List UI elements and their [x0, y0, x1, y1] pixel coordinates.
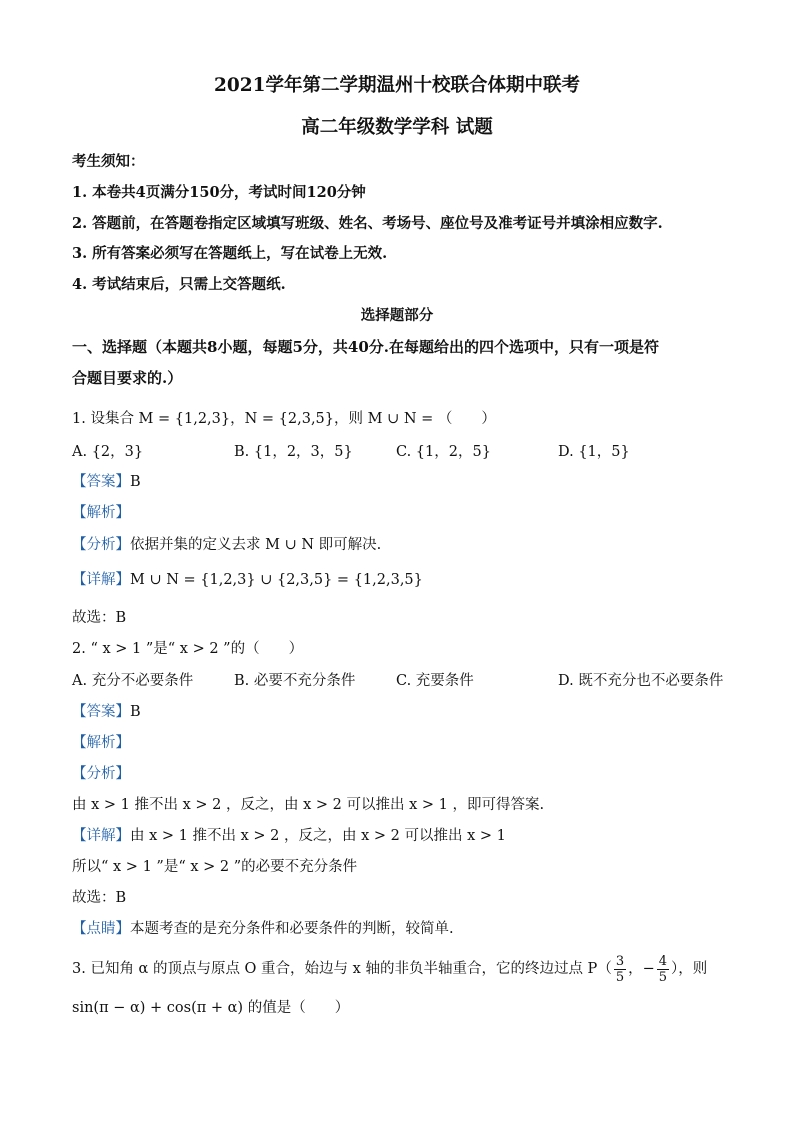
q1-analysis-tag: [72, 503, 734, 523]
q2-fenxi-tag: [72, 764, 734, 784]
q2-conclusion: 所以“ x > 1 ”是“ x > 2 ”的必要不充分条件: [72, 859, 358, 875]
notice-heading: 考生须知：: [72, 153, 145, 170]
q3-stem-sep: ，−: [628, 961, 655, 977]
exam-subtitle: 高二年级数学学科 试题: [301, 117, 493, 138]
section-tag: 【解析】: [72, 735, 130, 751]
q2-option-a: A. 充分不必要条件: [72, 673, 194, 689]
q1-answer: [72, 472, 734, 492]
q3-stem-line2: sin(π − α) + cos(π + α) 的值是（ ）: [72, 1000, 350, 1016]
q2-detail: [72, 826, 734, 846]
q3-fraction-y-den: 5: [658, 969, 668, 985]
exam-title: 2021学年第二学期温州十校联合体期中联考: [214, 75, 580, 96]
q1-option-c: C. {1，2，5}: [396, 444, 491, 460]
section-part-label: 选择题部分: [360, 307, 434, 324]
section-tag: 【答案】: [72, 474, 130, 490]
tag-text: 由 x > 1 推不出 x > 2 ，反之，由 x > 2 可以推出 x > 1: [130, 828, 506, 844]
q2-fenxi-text: 由 x > 1 推不出 x > 2 ，反之，由 x > 2 可以推出 x > 1 ，即可得答案.: [72, 797, 545, 813]
section-tag: 【解析】: [72, 505, 130, 521]
section-tag: 【分析】: [72, 766, 130, 782]
section-tag: 【答案】: [72, 704, 130, 720]
q1-fenxi: [72, 535, 734, 555]
tag-text: B: [130, 474, 141, 490]
q1-choose: 故选：B: [72, 610, 127, 626]
tag-text: 本题考查的是充分条件和必要条件的判断，较简单.: [130, 921, 454, 937]
q3-stem-suffix: ），则: [671, 961, 708, 977]
section-tag: 【详解】: [72, 572, 130, 588]
q2-option-c: C. 充要条件: [396, 673, 474, 689]
notice-item-4: 4. 考试结束后，只需上交答题纸.: [72, 276, 286, 293]
q2-option-b: B. 必要不充分条件: [234, 673, 356, 689]
q2-comment: [72, 919, 734, 939]
notice-item-3: 3. 所有答案必须写在答题纸上，写在试卷上无效.: [72, 245, 388, 262]
section-tag: 【详解】: [72, 828, 130, 844]
q3-fraction-x-num: 3: [615, 953, 625, 969]
q1-option-d: D. {1，5}: [558, 444, 630, 460]
q2-answer: [72, 702, 734, 722]
q1-options: [72, 442, 734, 462]
q3-fraction-x: [614, 954, 626, 985]
q1-option-b: B. {1，2，3，5}: [234, 444, 353, 460]
q3-stem-prefix: 3. 已知角 α 的顶点与原点 O 重合，始边与 x 轴的非负半轴重合，它的终边过点 P（: [72, 961, 612, 977]
q3-stem: [72, 952, 734, 986]
section-heading-line2: 合题目要求的.）: [72, 369, 183, 387]
q1-option-a: A. {2，3}: [72, 444, 144, 460]
section-tag: 【分析】: [72, 537, 130, 553]
q3-fraction-y-num: 4: [658, 953, 668, 969]
q2-option-d: D. 既不充分也不必要条件: [558, 673, 724, 689]
q2-analysis-tag: [72, 733, 734, 753]
notice-item-2: 2. 答题前，在答题卷指定区域填写班级、姓名、考场号、座位号及准考证号并填涂相应数字.: [72, 215, 663, 232]
tag-text: B: [130, 704, 141, 720]
q2-choose: 故选：B: [72, 890, 127, 906]
tag-text: M ∪ N = {1,2,3} ∪ {2,3,5} = {1,2,3,5}: [130, 572, 423, 588]
q3-fraction-y: [657, 954, 669, 985]
q1-stem: 1. 设集合 M = {1,2,3}，N = {2,3,5}，则 M ∪ N = （ ）: [72, 411, 496, 427]
q2-stem: 2. “ x > 1 ”是“ x > 2 ”的（ ）: [72, 641, 304, 657]
q1-detail: [72, 570, 734, 590]
tag-text: 依据并集的定义去求 M ∪ N 即可解决.: [130, 537, 382, 553]
section-tag: 【点睛】: [72, 921, 130, 937]
q2-options: [72, 671, 734, 691]
notice-item-1: 1. 本卷共4页满分150分，考试时间120分钟: [72, 184, 366, 201]
section-heading-line1: 一、选择题（本题共8小题，每题5分，共40分.在每题给出的四个选项中，只有一项是符: [72, 338, 659, 356]
q3-fraction-x-den: 5: [615, 969, 625, 985]
